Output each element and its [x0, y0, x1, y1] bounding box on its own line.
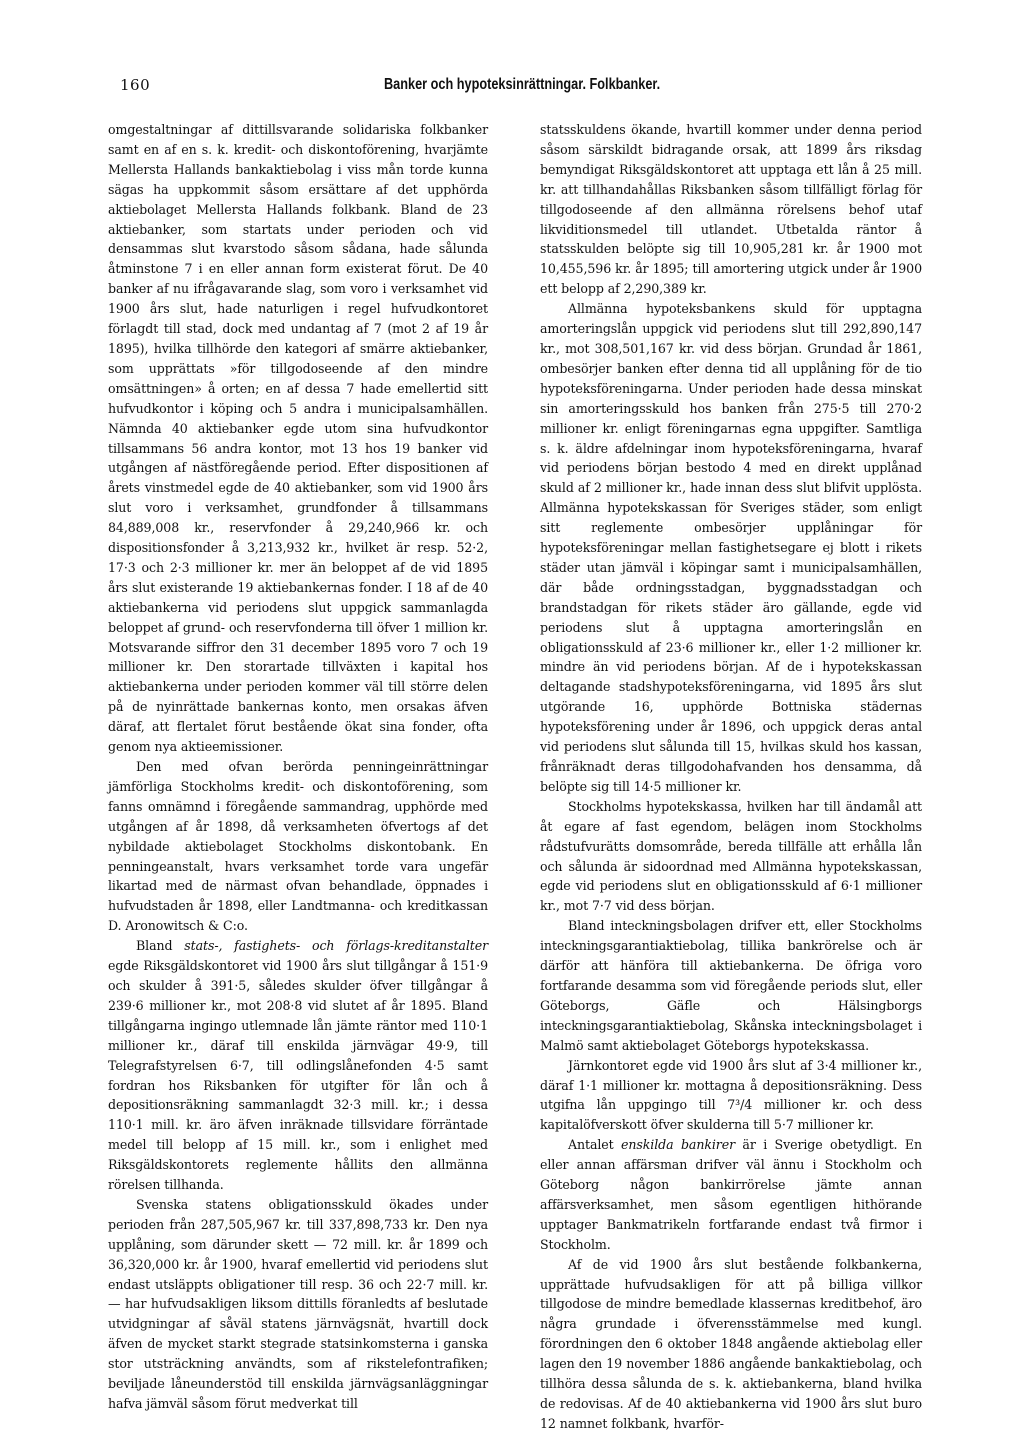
right-paragraph-6: [540, 1135, 922, 1254]
right-paragraph-6-italic: enskilda bankirer: [621, 1137, 735, 1153]
right-paragraph-7: Af de vid 1900 års slut bestående folkbankerna, upprättade hufvudsakligen för att på billiga villkor tillgodose de mindre bemedlade klassernas kreditbehof, äro några grundade i öfverensstämmelse med kungl. förordningen den 6 oktober 1848 angående aktiebolag eller lagen den 19 november 1886 angående bankaktiebolag, och tillhöra dessa sålunda de s. k. aktiebankerna, bland hvilka de redovisas. Af de 40 aktiebankerna vid 1900 års slut buro 12 namnet folkbank, hvarför-: [540, 1256, 922, 1431]
right-column: [540, 120, 922, 1434]
left-column: [108, 120, 488, 1414]
left-paragraph-3-start: Bland: [136, 938, 185, 954]
right-paragraph-3: Stockholms hypotekskassa, hvilken har till ändamål att åt egare af fast egendom, belägen inom Stockholms rådstufvurätts domsområde, bereda tillfälle att erhålla lån och sålunda är sidoordnad med Allmänna hypotekskassan, egde vid periodens slut en obligationsskuld af 6·1 millioner kr., mot 7·7 vid dess början.: [540, 798, 922, 914]
left-paragraph-3-rest: egde Riksgäldskontoret vid 1900 års slut tillgångar å 151·9 och skulder å 391·5, således skulder öfver tillgångar å 239·6 millioner kr., mot 208·8 vid slutet af år 1895. Bland tillgångarna ingingo utlemnade lån jämte räntor med 110·1 millioner kr., däraf till enskilda järnvägar 49·9, till Telegrafstyrelsen 6·7, till odlingslånefonden 4·5 samt fordran hos Riksbanken för utgifter för lån och å depositionsräkning sammanlagdt 32·3 mill. kr.; i dessa 110·1 mill. kr. äro äfven inräknade tillsvidare förräntade medel till belopp af 15 mill. kr., som i enlighet med Riksgäldskontorets reglemente hållits den allmänna rörelsen tillhanda.: [108, 958, 488, 1193]
left-paragraph-1: omgestaltningar af dittillsvarande solidariska folkbanker samt en af en s. k. kredit- och diskontoförening, hvarjämte Mellersta Hallands bankaktiebolag i viss mån torde kunna sägas ha uppkommit såsom ersättare af det upphörda aktiebolaget Mellersta Hallands folkbank. Bland de 23 aktiebanker, som startats under perioden och vid densammas slut kvarstodo såsom sådana, hade sålunda åtminstone 7 i en eller annan form existerat förut. De 40 banker af nu ifrågavarande slag, som voro i verksamhet vid 1900 års slut, hade naturligen i regel hufvudkontoret förlagdt till stad, dock med undantag af 7 (mot 2 af 19 år 1895), hvilka tillhörde den kategori af smärre aktiebanker, som upprättats »för tillgodoseende af den mindre omsättningen» å orten; en af dessa 7 hade emellertid sitt hufvudkontor i köping och 5 andra i municipalsamhällen. Nämnda 40 aktiebanker egde utom sina hufvudkontor tillsammans 56 andra kontor, mot 13 hos 19 banker vid utgången af nästföregående period. Efter dispositionen af årets vinstmedel egde de 40 aktiebanker, som vid 1900 års slut voro i verksamhet, grundfonder å tillsammans 84,889,008 kr., reservfonder å 29,240,966 kr. och dispositionsfonder å 3,213,932 kr., hvilket är resp. 52·2, 17·3 och 2·3 millioner kr. mer än beloppet af de vid 1895 års slut existerande 19 aktiebankernas fonder. I 18 af de 40 aktiebankerna vid periodens slut uppgick sammanlagda beloppet af grund- och reservfonderna till öfver 1 million kr. Motsvarande siffror den 31 december 1895 voro 7 och 19 millioner kr. Den storartade tillväxten i kapital hos aktiebankerna under perioden kommer väl till större delen på de nyinrättade bankernas konto, men orsakas äfven däraf, att flertalet förut bestående ökat sina fonder, ofta genom nya aktieemissioner.: [108, 122, 488, 755]
right-paragraph-5: Järnkontoret egde vid 1900 års slut af 3·4 millioner kr., däraf 1·1 millioner kr. mottagna å depositionsräkning. Dess utgifna lån uppgingo till 7³/4 millioner kr. och dess kapitalöfverskott öfver skulderna till 5·7 millioner kr.: [540, 1057, 922, 1133]
right-paragraph-2: Allmänna hypoteksbankens skuld för upptagna amorteringslån uppgick vid periodens slut till 292,890,147 kr., mot 308,501,167 kr. vid dess början. Grundad år 1861, ombesörjer banken efter denna tid all upplåning för de tio hypoteksföreningarna. Under perioden hade dessa minskat sin amorteringsskuld hos banken från 275·5 till 270·2 millioner kr. enligt föreningarnas egna uppgifter. Samtliga s. k. äldre afdelningar inom hypoteksföreningarna, hvaraf vid periodens början bestodo 4 med en direkt upplånad skuld af 2 millioner kr., hade innan dess slut blifvit upplösta. Allmänna hypotekskassan för Sveriges städer, som enligt sitt reglemente ombesörjer upplåningar för hypoteksföreningar mellan fastighetsegare ej blott i rikets städer utan jämväl i köpingar samt i municipalsamhällen, där både ordningsstadgan, byggnadsstadgan och brandstadgan för rikets städer äro gällande, egde vid periodens slut å upptagna amorteringslån en obligationsskuld af 23·6 millioner kr., eller 1·2 millioner kr. mindre än vid periodens början. Af de i hypotekskassan deltagande stadshypoteksföreningarna, vid 1895 års slut utgörande 16, upphörde Bottniska städernas hypoteksförening under år 1896, och uppgick deras antal vid periodens slut sålunda till 15, hvilkas skuld hos kassan, frånräknadt deras tillgodohafvanden hos densamma, då belöpte sig till 14·5 millioner kr.: [540, 301, 922, 794]
left-paragraph-3: [108, 936, 488, 1195]
right-paragraph-6-rest: är i Sverige obetydligt. En eller annan affärsman drifver väl ännu i Stockholm och Göteborg någon bankirrörelse jämte annan affärsverksamhet, men såsom egentligen hithörande upptager Bankmatrikeln fortfarande endast två firmor i Stockholm.: [540, 1137, 922, 1252]
right-paragraph-1: statsskuldens ökande, hvartill kommer under denna period såsom särskildt bidragande orsak, att 1899 års riksdag bemyndigat Riksgäldskontoret att upptaga ett lån å 25 mill. kr. att tillhandahållas Riksbanken såsom tillfälligt förlag för tillgodoseende af den allmänna rörelsens behof utaf likviditionsmedel till utlandet. Utbetalda räntor å statsskulden belöpte sig till 10,905,281 kr. år 1900 mot 10,455,596 kr. år 1895; till amortering utgick under år 1900 ett belopp af 2,290,389 kr.: [540, 122, 922, 297]
running-head: Banker och hypoteksinrättningar. Folkbanker.: [384, 76, 661, 93]
page-number: 160: [120, 76, 151, 94]
right-paragraph-6-start: Antalet: [568, 1137, 622, 1153]
left-paragraph-2: Den med ofvan berörda penningeinrättningar jämförliga Stockholms kredit- och diskontoförening, som fanns omnämnd i föregående sammandrag, upphörde med utgången af år 1898, då verksamheten öfvertogs af det nybildade aktiebolaget Stockholms diskontobank. En penningeanstalt, hvars verksamhet torde vara ungefär likartad med de närmast ofvan behandlade, öppnades i hufvudstaden år 1898, eller Landtmanna- och kreditkassan D. Aronowitsch & C:o.: [108, 759, 488, 934]
left-paragraph-4: Svenska statens obligationsskuld ökades under perioden från 287,505,967 kr. till 337,898,733 kr. Den nya upplåning, som därunder skett — 72 mill. kr. år 1899 och 36,320,000 kr. år 1900, hvaraf emellertid vid periodens slut endast utsläppts obligationer till resp. 36 och 22·7 mill. kr. — har hufvudsakligen liksom dittills föranledts af beslutade utvidgningar af såväl statens järnvägsnät, hvartill dock äfven de mycket starkt stegrade statsinkomsterna i ganska stor utsträckning användts, som af rikstelefontrafiken; beviljade låneunderstöd till enskilda järnvägsanläggningar hafva jämväl såsom förut medverkat till: [108, 1196, 488, 1411]
page-header: [108, 76, 944, 100]
left-paragraph-3-italic: stats-, fastighets- och förlags-kreditanstalter: [184, 938, 488, 954]
right-paragraph-4: Bland inteckningsbolagen drifver ett, eller Stockholms inteckningsgarantiaktiebolag, tillika bankrörelse och är därför att hänföra till aktiebankerna. De öfriga voro fortfarande desamma som vid föregående periods slut, eller Göteborgs, Gäfle och Hälsingborgs inteckningsgarantiaktiebolag, Skånska inteckningsbolaget i Malmö samt aktiebolaget Göteborgs hypotekskassa.: [540, 918, 922, 1053]
